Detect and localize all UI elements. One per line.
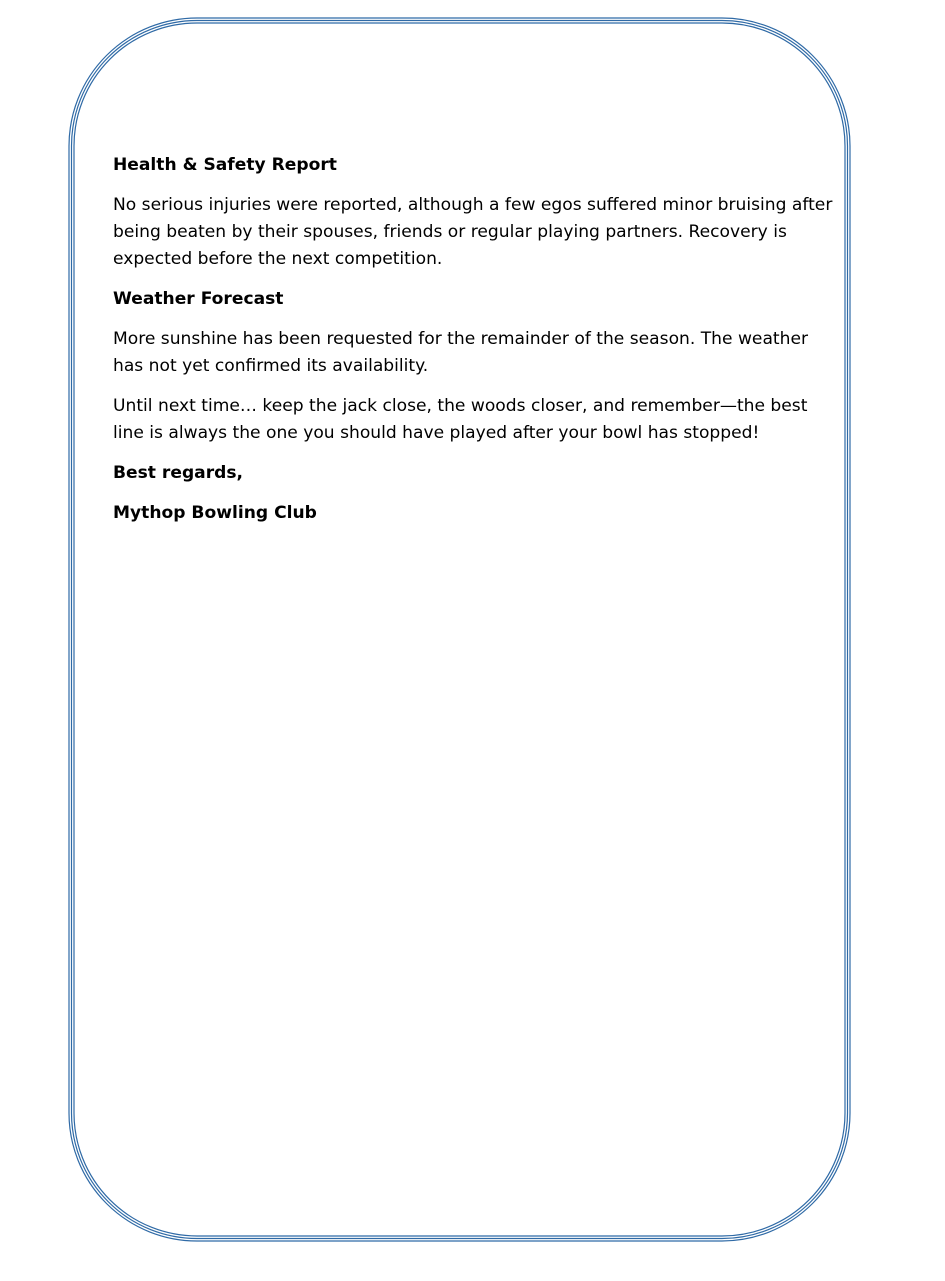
section-heading-weather-forecast: Weather Forecast (113, 289, 284, 309)
closing-line: Best regards, (113, 463, 244, 483)
section-heading-health-safety: Health & Safety Report (113, 155, 337, 175)
sign-off-paragraph: Until next time… keep the jack close, the woods closer, and remember—the best line is always the one you should have played after your bowl has stopped! (113, 396, 808, 443)
document-body (113, 152, 835, 540)
health-safety-paragraph: No serious injuries were reported, although a few egos suffered minor bruising after being beaten by their spouses, friends or regular playing partners. Recovery is expected before the next competition. (113, 195, 833, 269)
signature: Mythop Bowling Club (113, 503, 317, 523)
weather-forecast-paragraph: More sunshine has been requested for the remainder of the season. The weather has not yet confirmed its availability. (113, 329, 809, 376)
